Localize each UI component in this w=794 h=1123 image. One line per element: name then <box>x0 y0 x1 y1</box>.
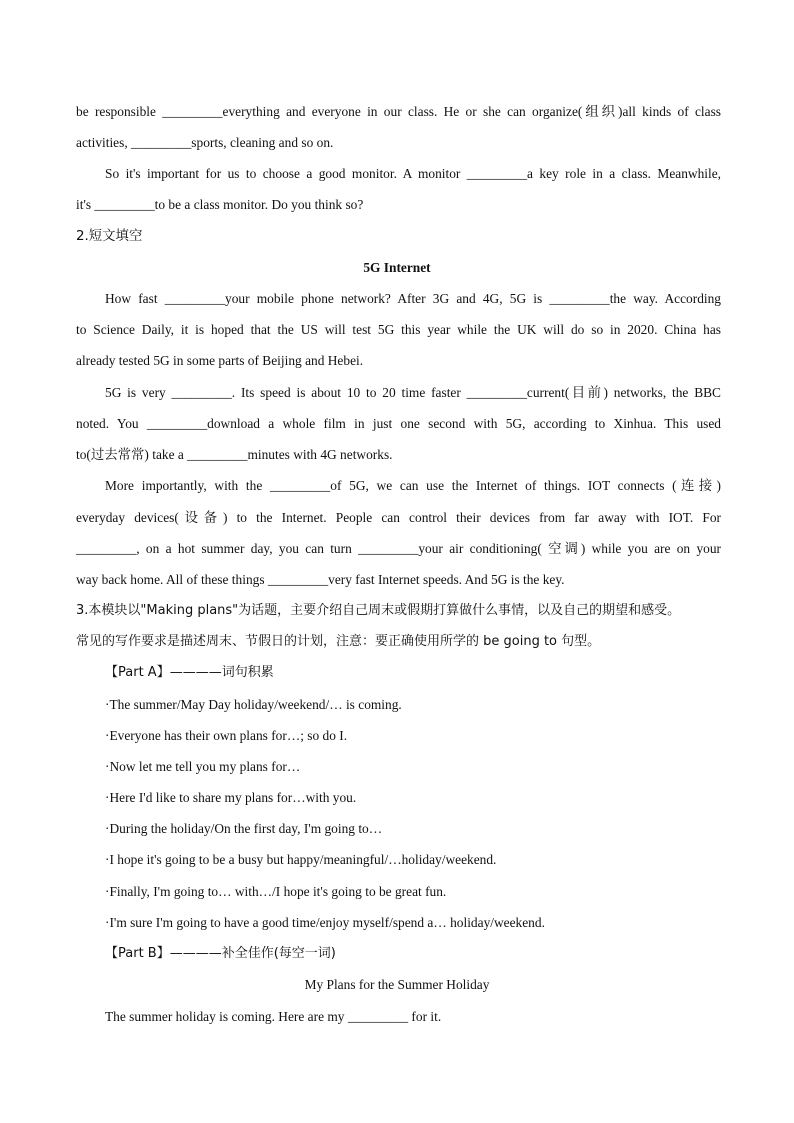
paragraph-line: So it's important for us to choose a good monitor. A monitor _________a key role in a class. Meanwhile, <box>105 166 721 181</box>
list-item: ·Everyone has their own plans for…; so do I. <box>105 728 348 743</box>
essay-title: My Plans for the Summer Holiday <box>304 977 490 992</box>
section-intro: 常见的写作要求是描述周末、节假日的计划，注意：要正确使用所学的 be going to 句型。 <box>76 634 601 649</box>
list-item: ·I'm sure I'm going to have a good time/enjoy myself/spend a… holiday/weekend. <box>105 915 545 930</box>
part-a-heading: 【Part A】————词句积累 <box>105 665 274 680</box>
paragraph-line: _________, on a hot summer day, you can turn _________your air conditioning( 空调) while you are on your <box>76 541 721 556</box>
list-item: ·During the holiday/On the first day, I'm going to… <box>105 821 383 836</box>
paragraph-line: to Science Daily, it is hoped that the US will test 5G this year while the UK will do so in 2020. China has <box>76 322 721 337</box>
paragraph-line: activities, _________sports, cleaning and so on. <box>76 135 334 150</box>
passage-title: 5G Internet <box>363 260 431 275</box>
list-item: ·Finally, I'm going to… with…/I hope it's going to be great fun. <box>105 884 447 899</box>
paragraph-line: to(过去常常) take a _________minutes with 4G networks. <box>76 447 393 462</box>
paragraph-line: How fast _________your mobile phone network? After 3G and 4G, 5G is _________the way. According <box>105 291 721 306</box>
paragraph-line: way back home. All of these things _________very fast Internet speeds. And 5G is the key. <box>76 572 565 587</box>
paragraph-line: already tested 5G in some parts of Beijing and Hebei. <box>76 353 364 368</box>
paragraph-line: everyday devices(设备) to the Internet. People can control their devices from far away with IOT. For <box>76 510 721 525</box>
list-item: ·Now let me tell you my plans for… <box>105 759 301 774</box>
section-intro: 3.本模块以"Making plans"为话题，主要介绍自己周末或假期打算做什么事情，以及自己的期望和感受。 <box>76 603 681 618</box>
paragraph-line: More importantly, with the _________of 5G, we can use the Internet of things. IOT connects (连接) <box>105 478 721 493</box>
paragraph-line: it's _________to be a class monitor. Do you think so? <box>76 197 364 212</box>
paragraph-line: The summer holiday is coming. Here are my _________ for it. <box>105 1009 442 1024</box>
paragraph-line: 5G is very _________. Its speed is about 10 to 20 time faster _________current(目前) networks, the BBC <box>105 385 721 400</box>
paragraph-line: noted. You _________download a whole film in just one second with 5G, according to Xinhua. This used <box>76 416 721 431</box>
list-item: ·I hope it's going to be a busy but happy/meaningful/…holiday/weekend. <box>105 852 497 867</box>
section-heading: 2.短文填空 <box>76 229 143 244</box>
part-b-heading: 【Part B】————补全佳作(每空一词) <box>105 946 336 961</box>
list-item: ·The summer/May Day holiday/weekend/… is coming. <box>105 697 402 712</box>
list-item: ·Here I'd like to share my plans for…with you. <box>105 790 357 805</box>
paragraph-line: be responsible _________everything and everyone in our class. He or she can organize(组织)all kinds of class <box>76 104 721 119</box>
